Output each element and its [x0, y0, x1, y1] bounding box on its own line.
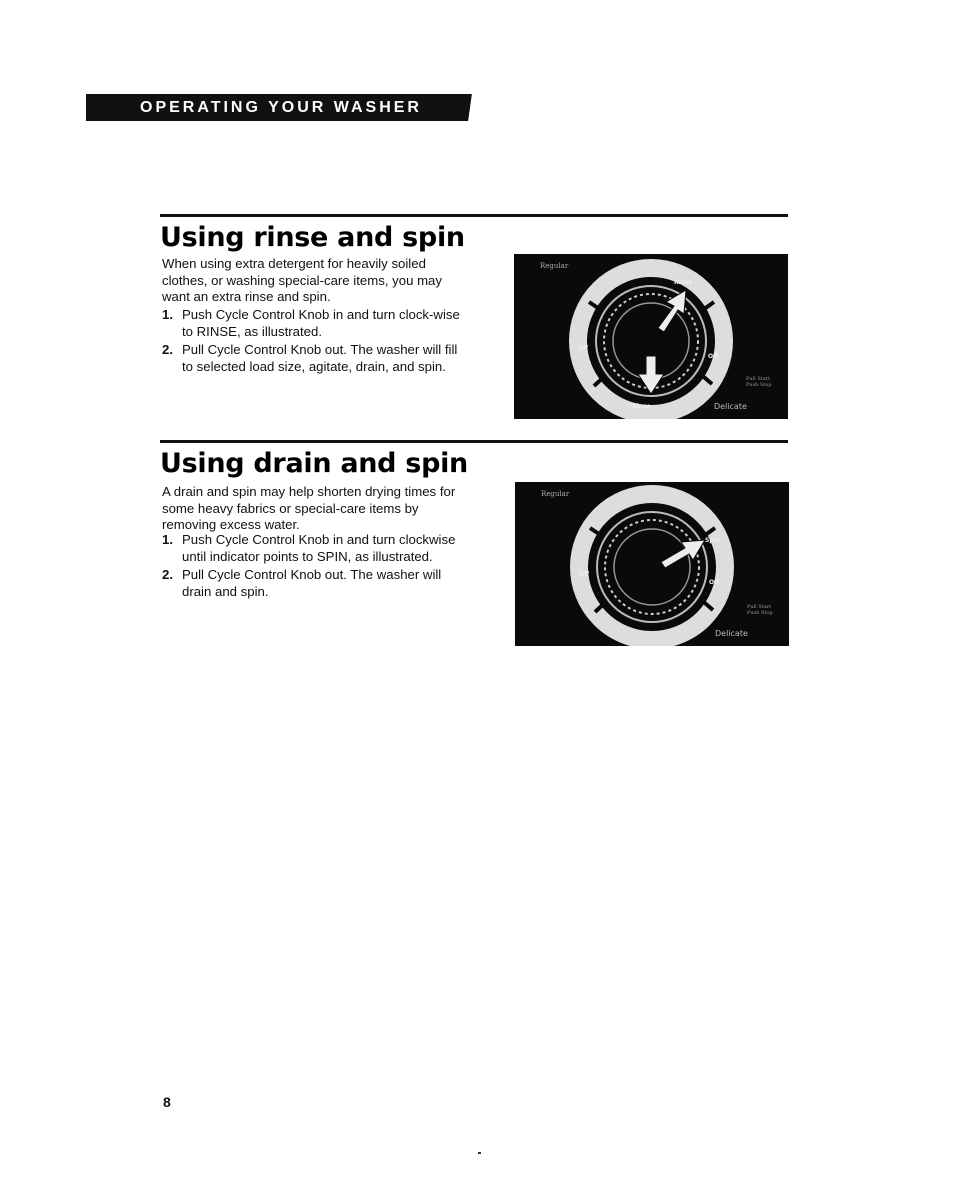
dial-label-regular: Regular: [540, 262, 569, 270]
dial-label-delicate: Delicate: [714, 402, 747, 411]
dial-label-off-right: Off: [709, 579, 719, 586]
dial-label-off-left: Off: [579, 571, 589, 578]
section-rule-drain: [160, 440, 788, 443]
dial-illustration-drain: [515, 482, 789, 646]
heading-drain-spin: Using drain and spin: [160, 448, 468, 479]
step-item: 2. Pull Cycle Control Knob out. The washer will fill to selected load size, agitate, drain, and spin.: [162, 342, 458, 374]
dial-label-regular: Regular: [541, 490, 570, 498]
section-rule-rinse: [160, 214, 788, 217]
step-item: 1. Push Cycle Control Knob in and turn clockwise until indicator points to SPIN, as illustrated.: [162, 532, 456, 564]
step-item: 1. Push Cycle Control Knob in and turn clock-wise to RINSE, as illustrated.: [162, 307, 460, 339]
heading-rinse-spin: Using rinse and spin: [160, 222, 465, 253]
footer-mark: [478, 1152, 481, 1154]
steps-drain-spin: [162, 532, 462, 602]
dial-label-pull-start: Pull Start: [746, 376, 771, 382]
dial-label-push-stop: Push Stop: [747, 610, 773, 616]
dial-label-spin: Spin: [705, 537, 720, 544]
dial-label-off-right: Off: [708, 353, 718, 360]
steps-rinse-spin: [162, 307, 462, 377]
page-number: 8: [163, 1094, 171, 1110]
dial-label-off-left: Off: [578, 345, 588, 352]
section-banner: OPERATING YOUR WASHER: [86, 94, 464, 121]
cycle-dial-rinse: [514, 254, 788, 419]
dial-label-push-stop: Push Stop: [746, 382, 772, 388]
dial-label-rinse-bottom: Rinse: [632, 403, 651, 410]
dial-label-pull-start: Pull Start: [747, 604, 772, 610]
intro-drain-spin: A drain and spin may help shorten drying times for some heavy fabrics or special-care items by removing excess water.: [162, 484, 456, 532]
cycle-dial-drain: [515, 482, 789, 646]
dial-illustration-rinse: [514, 254, 788, 419]
dial-label-delicate: Delicate: [715, 629, 748, 638]
intro-rinse-spin: When using extra detergent for heavily soiled clothes, or washing special-care items, you may want an extra rinse and spin.: [162, 256, 442, 304]
step-item: 2. Pull Cycle Control Knob out. The washer will drain and spin.: [162, 567, 442, 599]
dial-label-rinse-top: Rinse: [674, 279, 693, 286]
